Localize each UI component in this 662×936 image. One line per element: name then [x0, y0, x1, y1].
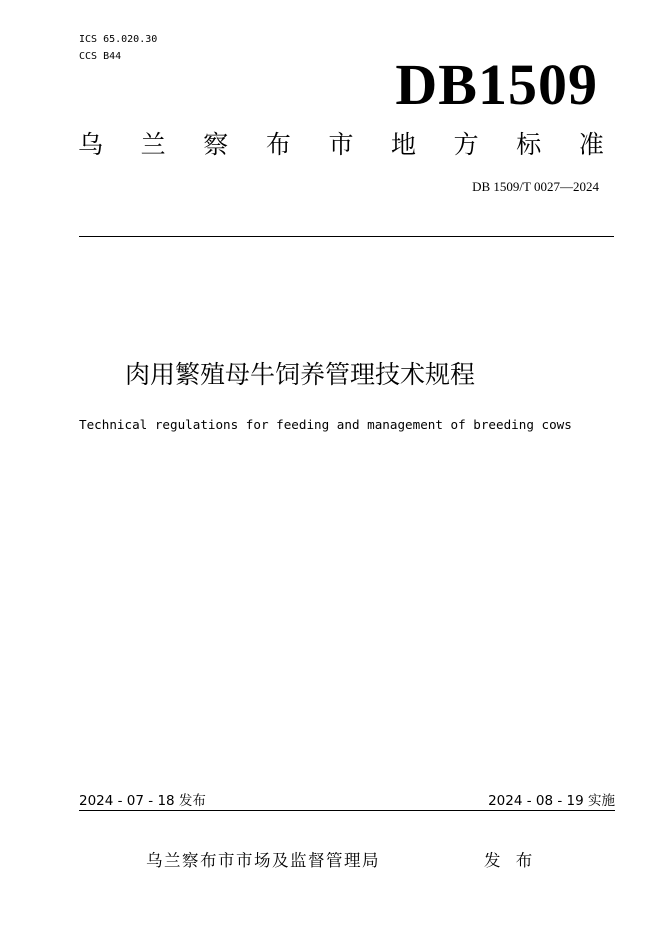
header-divider	[79, 236, 614, 237]
org-char: 准	[578, 130, 604, 159]
org-char: 方	[453, 130, 479, 159]
publisher-name: 乌兰察布市市场及监督管理局	[146, 851, 380, 870]
implementation-date: 2024 - 08 - 19 实施	[488, 793, 615, 809]
title-chinese-text: 肉用繁殖母牛饲养管理技术规程	[124, 360, 475, 389]
org-char: 市	[328, 130, 354, 159]
issue-date: 2024 - 07 - 18 发布	[79, 793, 206, 809]
document-title-chinese	[0, 356, 662, 394]
footer-divider	[79, 810, 615, 811]
standard-code-heading: DB1509	[395, 52, 598, 117]
document-number: DB 1509/T 0027—2024	[472, 179, 599, 194]
org-char: 兰	[140, 130, 166, 159]
org-char: 乌	[78, 130, 104, 159]
org-char: 察	[203, 130, 229, 159]
document-title-english: Technical regulations for feeding and management of breeding cows	[79, 417, 572, 432]
org-char: 标	[516, 130, 542, 159]
org-char: 布	[265, 130, 291, 159]
publish-label: 发 布	[484, 851, 538, 870]
org-char: 地	[391, 130, 417, 159]
ccs-code: CCS B44	[79, 51, 122, 62]
standard-organization	[78, 128, 604, 162]
ics-code: ICS 65.020.30	[79, 34, 158, 45]
